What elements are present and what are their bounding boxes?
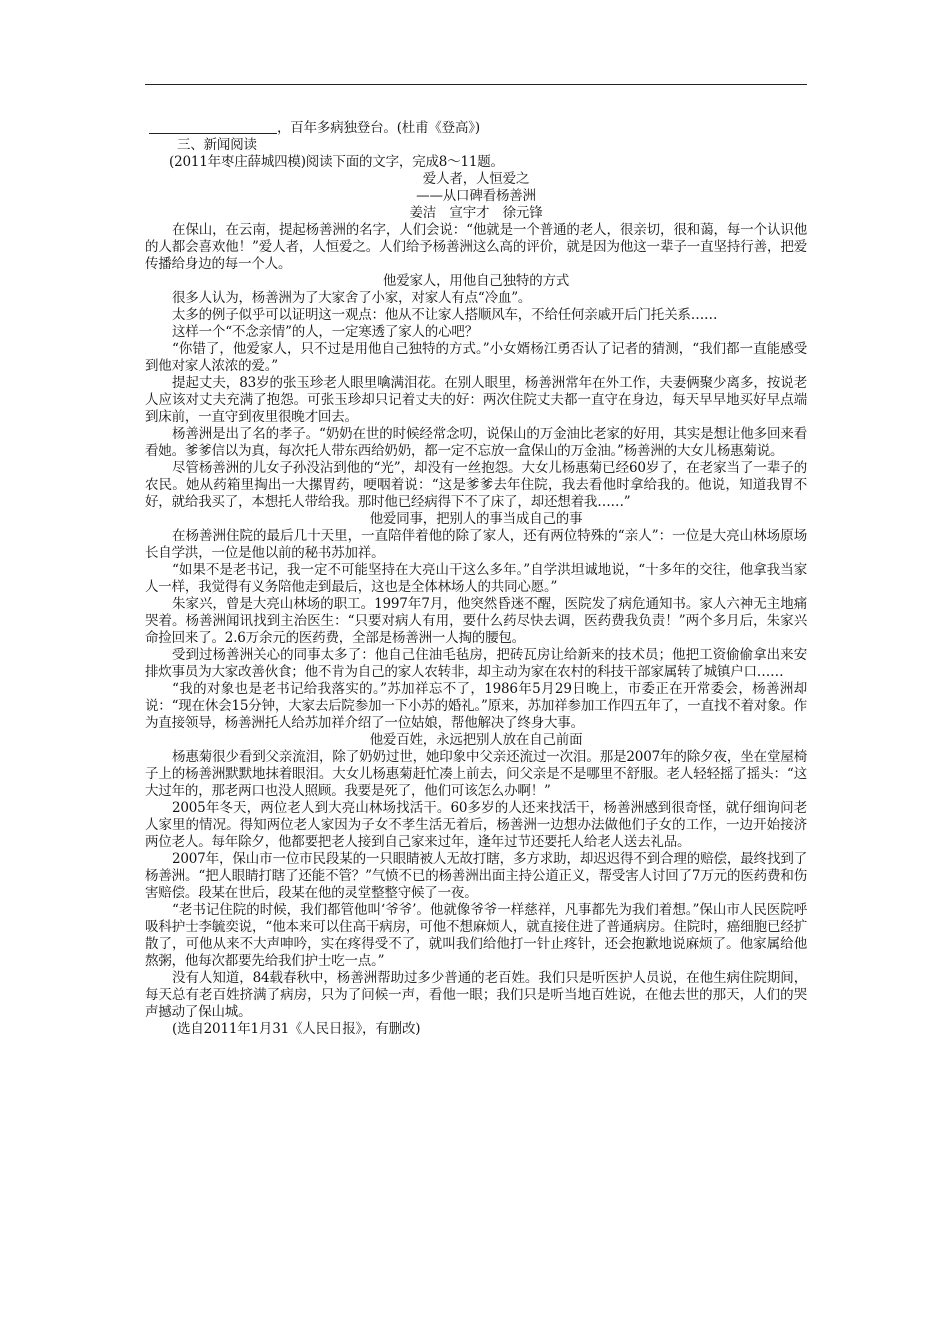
paragraph: 尽管杨善洲的儿女子孙没沾到他的“光”，却没有一丝抱怨。大女儿杨惠菊已经60岁了，在老家当了一辈子的农民。她从药箱里掏出一大摞胃药，哽咽着说：“这是爹爹去年住院，我去看他时拿给我的。他说，知道我胃不好，就给我买了，本想托人带给我。那时他已经病得下不了床了，却还想着我……” xyxy=(145,460,807,510)
paragraph: 杨善洲是出了名的孝子。“奶奶在世的时候经常念叨，说保山的万金油比老家的好用，其实是想让他多回来看看她。爹爹信以为真，每次托人带东西给奶奶，都一定不忘放一盒保山的万金油。”杨善洲的大女儿杨惠菊说。 xyxy=(145,426,807,459)
section-subheading: 他爱同事，把别人的事当成自己的事 xyxy=(369,511,583,527)
article-subtitle: ——从口碑看杨善洲 xyxy=(416,188,536,204)
article-title: 爱人者，人恒爱之 xyxy=(422,171,530,187)
paragraph: 在杨善洲住院的最后几十天里，一直陪伴着他的除了家人，还有两位特殊的“亲人”：一位是大亮山林场原场长自学洪，一位是他以前的秘书苏加祥。 xyxy=(145,528,807,561)
paragraph: 太多的例子似乎可以证明这一观点：他从不让家人搭顺风车，不给任何亲戚开后门托关系…… xyxy=(172,307,718,323)
paragraph: 杨惠菊很少看到父亲流泪，除了奶奶过世，她印象中父亲还流过一次泪。那是2007年的除夕夜，坐在堂屋椅子上的杨善洲默默地抹着眼泪。大女儿杨惠菊赶忙凑上前去，问父亲是不是哪里不舒服。老人轻轻摇了摇头：“这大过年的，那老两口也没人照顾。我要是死了，他们可该怎么办啊！” xyxy=(145,749,807,799)
section-heading: 三、新闻阅读 xyxy=(177,137,257,153)
paragraph: 这样一个“不念亲情”的人，一定寒透了家人的心吧？ xyxy=(172,324,479,340)
paragraph: 提起丈夫，83岁的张玉珍老人眼里噙满泪花。在别人眼里，杨善洲常年在外工作，夫妻俩聚少离多，按说老人应该对丈夫充满了抱怨。可张玉珍却只记着丈夫的好：两次住院丈夫都一直守在身边，每天早早地买好早点端到床前，一直守到夜里很晚才回去。 xyxy=(145,375,807,425)
paragraph: 2005年冬天，两位老人到大亮山林场找活干。60多岁的人还来找活干，杨善洲感到很奇怪，就仔细询问老人家里的情况。得知两位老人家因为子女不孝生活无着后，杨善洲一边想办法做他们子女的工作，一边开始接济两位老人。每年除夕，他都要把老人接到自己家来过年，逢年过节还要托人给老人送去礼品。 xyxy=(145,800,807,850)
section-subheading: 他爱百姓，永远把别人放在自己前面 xyxy=(369,732,583,748)
paragraph: “老书记住院的时候，我们都管他叫‘爷爷’。他就像爷爷一样慈祥，凡事都先为我们着想。”保山市人民医院呼吸科护士李毓奕说，“他本来可以住高干病房，可他不想麻烦人，就直接住进了普通病房。住院时，癌细胞已经扩散了，可他从来不大声呻吟，实在疼得受不了，就叫我们给他打一针止疼针，还会抱歉地说麻烦了。他家属给他熬粥，他每次都要先给我们护士吃一点。” xyxy=(145,902,807,969)
paragraph: “你错了，他爱家人，只不过是用他自己独特的方式。”小女婿杨江勇否认了记者的猜测，“我们都一直能感受到他对家人浓浓的爱。” xyxy=(145,341,807,374)
header-rule xyxy=(145,84,807,85)
paragraph: 很多人认为，杨善洲为了大家舍了小家，对家人有点“冷血”。 xyxy=(172,290,532,306)
poem-line-text: ，百年多病独登台。(杜甫《登高》) xyxy=(277,120,480,136)
answer-blank[interactable] xyxy=(149,120,277,134)
paragraph: “如果不是老书记，我一定不可能坚持在大亮山干这么多年。”自学洪坦诚地说，“十多年的交往，他拿我当家人一样，我觉得有义务陪他走到最后，这也是全体林场人的共同心愿。” xyxy=(145,562,807,595)
poem-line xyxy=(145,120,807,137)
instruction: (2011年枣庄薛城四模)阅读下面的文字，完成8～11题。 xyxy=(169,154,504,170)
document-body xyxy=(145,120,807,1038)
paragraph: 朱家兴，曾是大亮山林场的职工。1997年7月，他突然昏迷不醒，医院发了病危通知书。家人六神无主地痛哭着。杨善洲闻讯找到主治医生：“只要对病人有用，要什么药尽快去调，医药费我负责！”两个多月后，朱家兴命捡回来了。2.6万余元的医药费，全部是杨善洲一人掏的腰包。 xyxy=(145,596,807,646)
paragraph: 没有人知道，84载春秋中，杨善洲帮助过多少普通的老百姓。我们只是听医护人员说，在他生病住院期间，每天总有老百姓挤满了病房，只为了问候一声，看他一眼；我们只是听当地百姓说，在他去世的那天，人们的哭声撼动了保山城。 xyxy=(145,970,807,1020)
section-subheading: 他爱家人，用他自己独特的方式 xyxy=(382,273,570,289)
article-source: (选自2011年1月31《人民日报》，有删改) xyxy=(172,1021,421,1037)
paragraph: 2007年，保山市一位市民段某的一只眼睛被人无故打瞎，多方求助，却迟迟得不到合理的赔偿，最终找到了杨善洲。“把人眼睛打瞎了还能不管？”气愤不已的杨善洲出面主持公道正义，帮受害人讨回了7万元的医药费和伤害赔偿。段某在世后，段某在他的灵堂整整守候了一夜。 xyxy=(145,851,807,901)
paragraph: “我的对象也是老书记给我落实的。”苏加祥忘不了，1986年5月29日晚上，市委正在开常委会，杨善洲却说：“现在休会15分钟，大家去后院参加一下小苏的婚礼。”原来，苏加祥参加工作四五年了，一直找不着对象。作为直接领导，杨善洲托人给苏加祥介绍了一位姑娘，帮他解决了终身大事。 xyxy=(145,681,807,731)
article-authors: 姜洁 宣宇才 徐元锋 xyxy=(409,205,543,221)
paragraph: 在保山，在云南，提起杨善洲的名字，人们会说：“他就是一个普通的老人，很亲切，很和蔼，每一个认识他的人都会喜欢他！”爱人者，人恒爱之。人们给予杨善洲这么高的评价，就是因为他这一辈子一直坚持行善，把爱传播给身边的每一个人。 xyxy=(145,222,807,272)
paragraph: 受到过杨善洲关心的同事太多了：他自己住油毛毡房，把砖瓦房让给新来的技术员；他把工资偷偷拿出来安排炊事员为大家改善伙食；他不肯为自己的家人农转非，却主动为家在农村的科技干部家属转了城镇户口…… xyxy=(145,647,807,680)
